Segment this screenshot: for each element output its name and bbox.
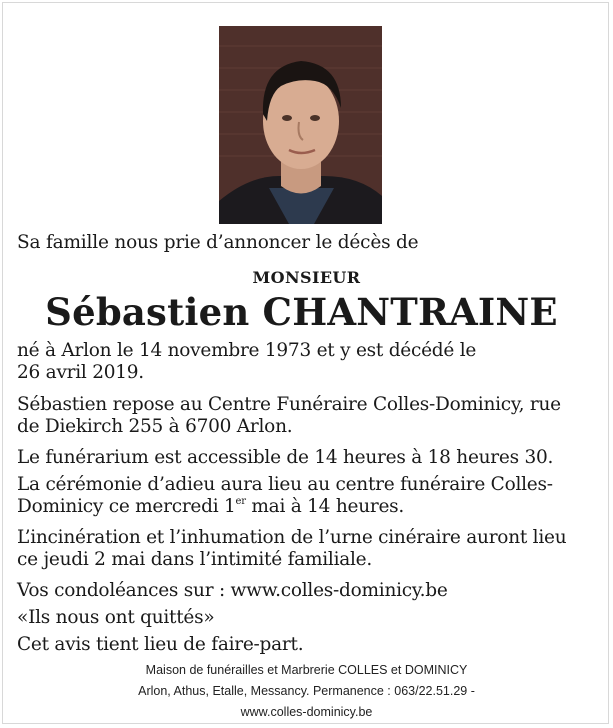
cremation-line-1: L’incinération et l’inhumation de l’urne cinéraire auront lieu xyxy=(17,527,567,548)
deceased-name: Sébastien CHANTRAINE xyxy=(45,290,558,334)
cremation-line-2: ce jeudi 2 mai dans l’intimité familiale. xyxy=(17,549,373,570)
portrait-photo xyxy=(219,26,382,224)
cremation-paragraph xyxy=(17,527,607,571)
birth-paragraph xyxy=(17,340,607,384)
condolences-line: Vos condoléances sur : www.colles-dominicy.be xyxy=(17,580,448,601)
honorific: MONSIEUR xyxy=(252,268,361,287)
birth-line-2: 26 avril 2019. xyxy=(17,362,144,383)
intro-text: Sa famille nous prie d’annoncer le décès de xyxy=(17,232,419,253)
ceremony-line-2: Dominicy ce mercredi 1er mai à 14 heures. xyxy=(17,496,405,517)
notice-line: Cet avis tient lieu de faire-part. xyxy=(17,634,304,655)
ceremony-line-1: La cérémonie d’adieu aura lieu au centre funéraire Colles- xyxy=(17,474,553,495)
ceremony-paragraph xyxy=(17,474,607,518)
repose-line-1: Sébastien repose au Centre Funéraire Colles-Dominicy, rue xyxy=(17,394,561,415)
birth-line-1: né à Arlon le 14 novembre 1973 et y est décédé le xyxy=(17,340,477,361)
footer-locations: Arlon, Athus, Etalle, Messancy. Permanence : 063/22.51.29 - xyxy=(138,684,475,698)
repose-paragraph xyxy=(17,394,607,438)
footer-website: www.colles-dominicy.be xyxy=(240,705,373,719)
quote-line: «Ils nous ont quittés» xyxy=(17,607,215,628)
footer-company: Maison de funérailles et Marbrerie COLLES et DOMINICY xyxy=(145,663,468,677)
funerarium-paragraph: Le funérarium est accessible de 14 heures à 18 heures 30. xyxy=(17,447,554,468)
repose-line-2: de Diekirch 255 à 6700 Arlon. xyxy=(17,416,293,437)
